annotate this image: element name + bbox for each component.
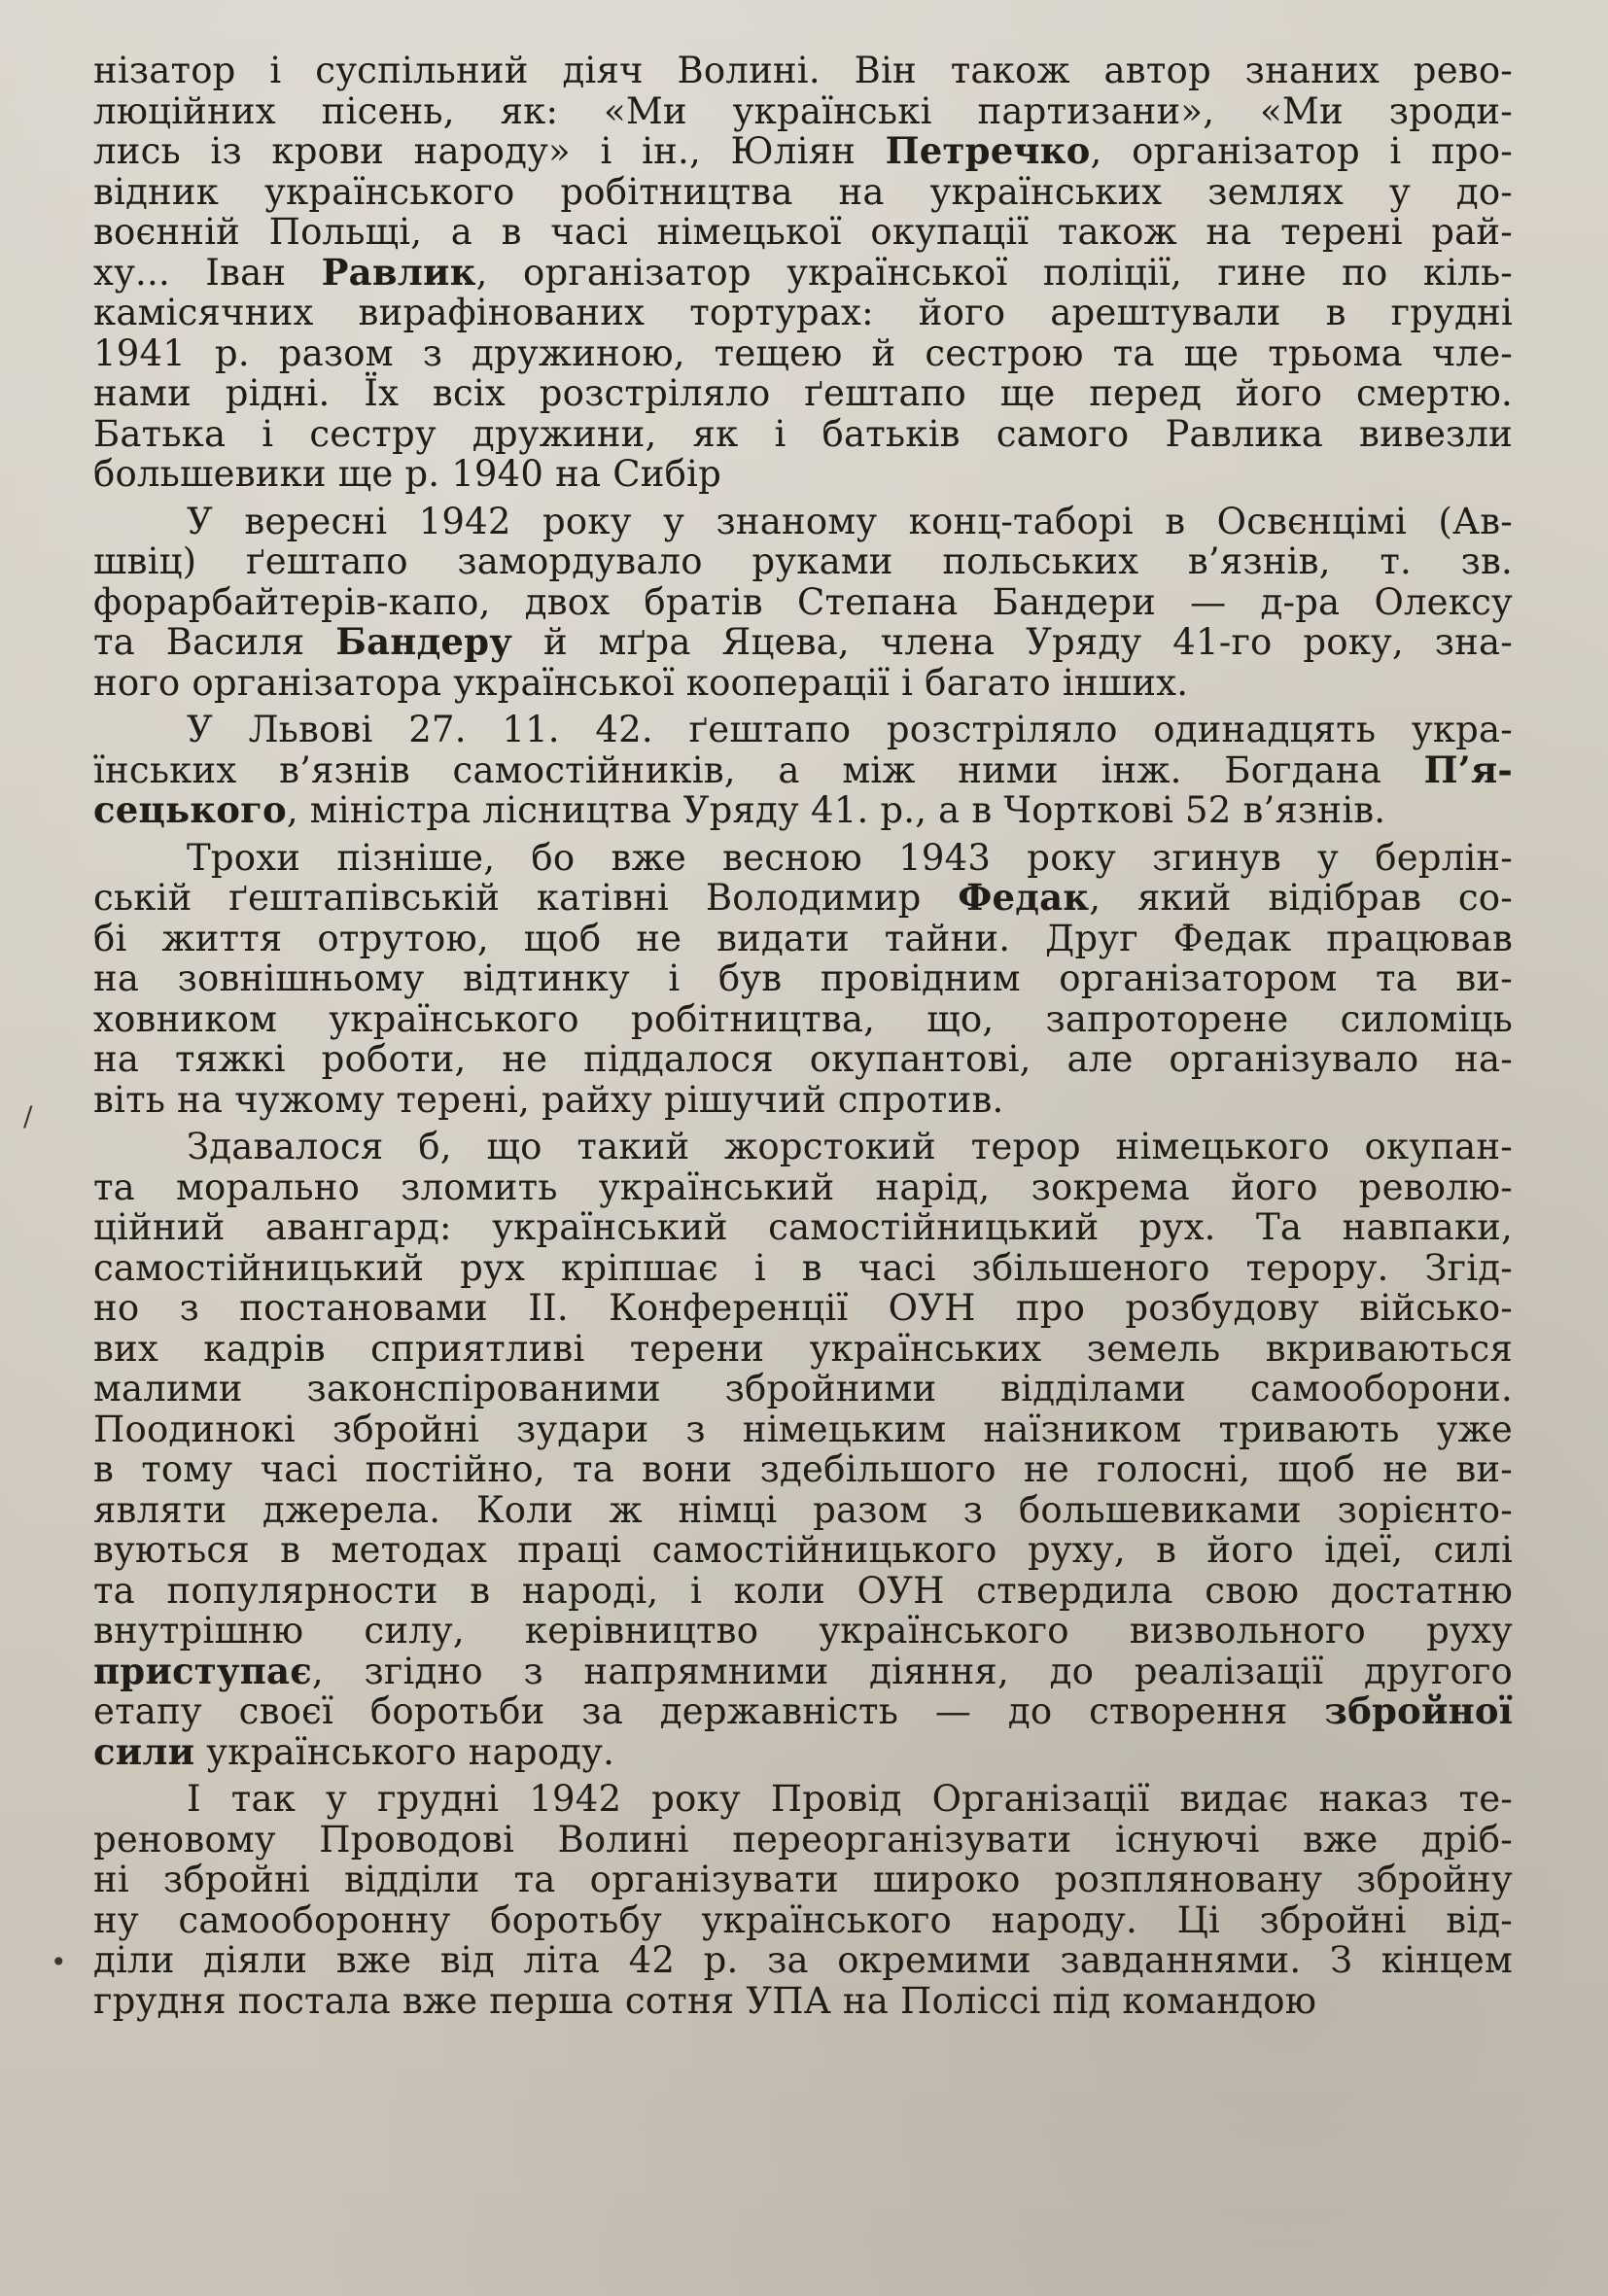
text-line (93, 1490, 1513, 1531)
text-segment: й мґра Яцева, члена Уряду 41-го року, зна- (512, 621, 1514, 663)
text-segment: , згідно з напрямними діяння, до реалізації другого (311, 1650, 1513, 1692)
bold-name: Петречко (885, 129, 1091, 172)
text-line (93, 541, 1513, 582)
text-line (93, 373, 1513, 414)
text-segment: грудня постала вже перша сотня УПА на Поліссі під командою (93, 1979, 1317, 2022)
paragraph (93, 710, 1513, 831)
text-segment: Батька і сестру дружини, як і батьків самого Равлика вивезли (93, 412, 1513, 455)
text-segment: та морально зломить український нарід, зокрема його револю- (93, 1165, 1513, 1208)
text-line (93, 454, 1513, 495)
text-segment: нами рідні. Їх всіх розстріляло ґештапо ще перед його смертю. (93, 372, 1513, 414)
paragraph (93, 51, 1513, 495)
text-segment: являти джерела. Коли ж німці разом з большевиками зорієнто- (93, 1488, 1513, 1531)
text-line (93, 414, 1513, 455)
bold-name: Равлик (321, 250, 476, 294)
text-segment: вуються в методах праці самостійницького руху, в його ідеї, силі (93, 1529, 1513, 1571)
text-line (93, 1409, 1513, 1450)
text-segment: , міністра лісництва Уряду 41. р., а в Чорткові 52 в’язнів. (286, 789, 1386, 831)
text-line (93, 1080, 1513, 1121)
text-line (93, 838, 1513, 879)
text-line (93, 1449, 1513, 1490)
text-segment: самостійницький рух кріпшає і в часі збільшеного терору. Згід- (93, 1246, 1513, 1289)
bold-name: П’я- (1423, 748, 1513, 791)
text-segment: та популярности в народі, і коли ОУН ствердила свою достатню (93, 1569, 1513, 1612)
bold-name: збройної (1324, 1689, 1513, 1732)
text-line (93, 51, 1513, 91)
text-line (93, 663, 1513, 704)
text-line (93, 790, 1513, 831)
margin-mark: / (23, 1100, 33, 1132)
text-segment: Трохи пізніше, бо вже весною 1943 року згинув у берлін- (187, 836, 1513, 879)
paragraph (93, 838, 1513, 1121)
paragraph (93, 502, 1513, 704)
text-segment: ційний авангард: український самостійницький рух. Та навпаки, (93, 1206, 1513, 1248)
text-segment: камісячних вирафінованих тортурах: його арештували в грудні (93, 292, 1513, 333)
text-segment: Поодинокі збройні зудари з німецьким наїзником тривають уже (93, 1408, 1513, 1450)
text-line (93, 1248, 1513, 1289)
text-segment: , організатор української поліції, гине по кіль- (475, 251, 1513, 294)
text-line (93, 999, 1513, 1040)
text-line (93, 1611, 1513, 1652)
text-line (93, 958, 1513, 999)
text-segment: відник українського робітництва на українських землях у до- (93, 170, 1513, 213)
text-line (93, 1167, 1513, 1208)
text-segment: бі життя отрутою, щоб не видати тайни. Друг Федак працював (93, 917, 1513, 959)
text-segment: в тому часі постійно, та вони здебільшого не голосні, щоб не ви- (93, 1448, 1513, 1490)
text-line (93, 1820, 1513, 1861)
text-segment: ху... Іван (93, 251, 322, 294)
text-line (93, 710, 1513, 750)
text-segment: люційних пісень, як: «Ми українські партизани», «Ми зроди- (93, 89, 1513, 132)
text-segment: вих кадрів сприятливі терени українських земель вкриваються (93, 1327, 1513, 1370)
text-segment: малими законспірованими збройними відділами самооборони. (93, 1368, 1513, 1409)
text-line (93, 1900, 1513, 1941)
text-line (93, 1940, 1513, 1981)
text-segment: ного організатора української кооперації і багато інших. (93, 661, 1189, 704)
text-segment: лись із крови народу» і ін., Юліян (93, 130, 886, 172)
text-line (93, 172, 1513, 213)
body-text (93, 51, 1513, 2021)
text-segment: большевики ще р. 1940 на Сибір (93, 453, 721, 495)
text-segment: воєнній Польщі, а в часі німецької окупації також на терені рай- (93, 211, 1513, 253)
text-line (93, 1207, 1513, 1248)
paragraph (93, 1127, 1513, 1772)
text-line (93, 502, 1513, 542)
text-line (93, 1691, 1513, 1732)
text-line (93, 212, 1513, 253)
text-line (93, 1779, 1513, 1820)
text-line (93, 91, 1513, 132)
text-segment: ну самооборонну боротьбу українського народу. Ці збройні від- (93, 1898, 1513, 1941)
text-segment: Здавалося б, що такий жорстокий терор німецького окупан- (187, 1126, 1513, 1167)
text-line (93, 1860, 1513, 1900)
text-line (93, 293, 1513, 333)
text-segment: на зовнішньому відтинку і був провідним організатором та ви- (93, 957, 1513, 999)
text-segment: українського народу. (194, 1730, 615, 1773)
text-segment: но з постановами II. Конференції ОУН про розбудову військо- (93, 1287, 1513, 1329)
text-segment: діли діяли вже від літа 42 р. за окремими завданнями. З кінцем (93, 1939, 1513, 1981)
text-line (93, 1530, 1513, 1571)
text-segment: їнських в’язнів самостійників, а між ними інж. Богдана (93, 748, 1424, 791)
bold-name: сили (93, 1729, 195, 1773)
text-segment: на тяжкі роботи, не піддалося окупантові, але організувало на- (93, 1038, 1513, 1080)
text-line (93, 1369, 1513, 1409)
text-segment: ській ґештапівській катівні Володимир (93, 877, 959, 919)
text-line (93, 1127, 1513, 1167)
text-line (93, 1329, 1513, 1370)
margin-dot: • (51, 1946, 67, 1978)
text-segment: , організатор і про- (1090, 130, 1513, 172)
text-segment: віть на чужому терені, райху рішучий спротив. (93, 1078, 1004, 1121)
text-line (93, 582, 1513, 623)
text-segment: реновому Проводові Волині переорганізувати існуючі вже дріб- (93, 1818, 1513, 1861)
text-segment: У вересні 1942 року у знаному конц-таборі в Освєнцімі (Ав- (187, 500, 1513, 542)
text-segment: швіц) ґештапо замордувало руками польських в’язнів, т. зв. (93, 540, 1513, 582)
text-line (93, 250, 1513, 294)
text-segment: ні збройні відділи та організувати широко розплянованy збройну (93, 1859, 1513, 1900)
text-segment: ховником українського робітництва, що, запроторене силоміць (93, 997, 1513, 1040)
text-segment: етапу своєї боротьби за державність — до створення (93, 1690, 1325, 1732)
text-line (93, 1039, 1513, 1080)
text-line (93, 1729, 1513, 1773)
bold-name: сецького (93, 788, 287, 831)
text-line (93, 1571, 1513, 1612)
text-segment: У Львові 27. 11. 42. ґештапо розстріляло одинадцять укра- (187, 709, 1513, 750)
text-line (93, 1981, 1513, 2022)
text-segment: внутрішню силу, керівництво українського визвольного руху (93, 1610, 1513, 1652)
text-line (93, 333, 1513, 374)
text-line (93, 1649, 1513, 1692)
bold-name: Федак (958, 876, 1090, 919)
text-segment: та Василя (93, 621, 336, 663)
text-line (93, 750, 1513, 791)
text-segment: 1941 р. разом з дружиною, тещею й сестрою та ще трьома чле- (93, 331, 1513, 374)
text-segment: форарбайтерів-капо, двох братів Степана Бандери — д-ра Олексу (93, 580, 1513, 623)
text-line (93, 878, 1513, 919)
text-segment: нізатор і суспільний діяч Волині. Він також автор знаних рево- (93, 50, 1513, 91)
bold-name: Бандеру (335, 620, 513, 663)
text-line (93, 1288, 1513, 1329)
text-segment: , який відібрав со- (1089, 877, 1513, 919)
text-line (93, 622, 1513, 663)
bold-name: приступає (93, 1649, 312, 1692)
paragraph (93, 1779, 1513, 2021)
text-segment: І так у грудні 1942 року Провід Організації видає наказ те- (187, 1778, 1513, 1820)
text-line (93, 131, 1513, 172)
text-line (93, 919, 1513, 959)
